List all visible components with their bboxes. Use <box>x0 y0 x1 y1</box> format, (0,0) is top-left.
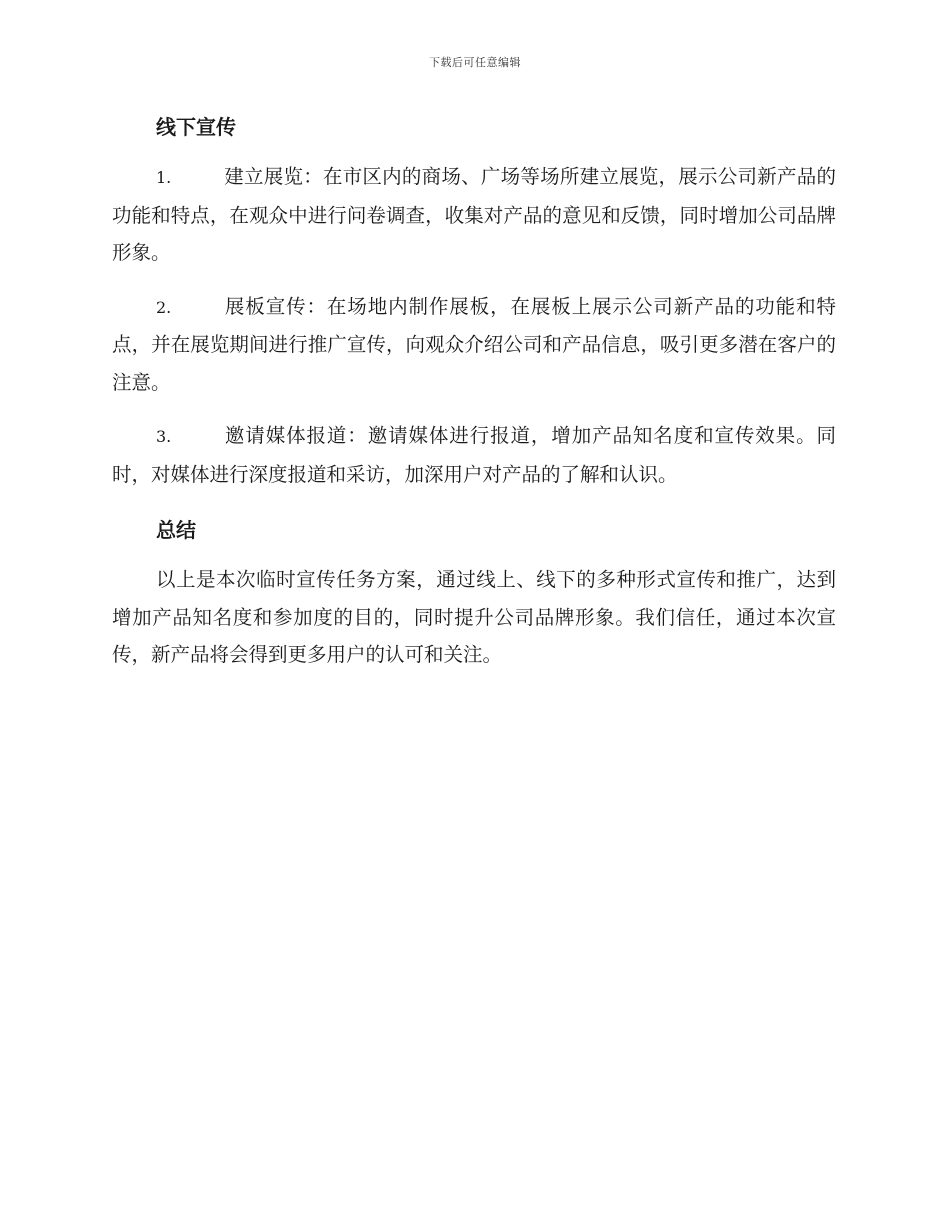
list-item <box>112 288 836 402</box>
list-item-number: 3. <box>156 427 172 446</box>
list-item <box>112 417 836 493</box>
section-heading-summary: 总结 <box>156 518 196 542</box>
page-header: 下载后可任意编辑 <box>429 56 521 69</box>
list-item-text: 邀请媒体报道：邀请媒体进行报道，增加产品知名度和宣传效果。同时，对媒体进行深度报道和采访，加深用户对产品的了解和认识。 <box>112 424 836 486</box>
list-item <box>112 158 836 272</box>
section-heading-offline: 线下宣传 <box>156 115 236 139</box>
list-item-number: 1. <box>156 168 172 187</box>
document-body <box>112 108 836 690</box>
summary-paragraph: 以上是本次临时宣传任务方案，通过线上、线下的多种形式宣传和推广，达到增加产品知名度和参加度的目的，同时提升公司品牌形象。我们信任，通过本次宣传，新产品将会得到更多用户的认可和关注。 <box>112 568 836 666</box>
list-item-text: 展板宣传：在场地内制作展板，在展板上展示公司新产品的功能和特点，并在展览期间进行推广宣传，向观众介绍公司和产品信息，吸引更多潜在客户的注意。 <box>112 294 836 394</box>
list-item-number: 2. <box>156 297 172 317</box>
list-item-text: 建立展览：在市区内的商场、广场等场所建立展览，展示公司新产品的功能和特点，在观众中进行问卷调查，收集对产品的意见和反馈，同时增加公司品牌形象。 <box>112 165 836 264</box>
